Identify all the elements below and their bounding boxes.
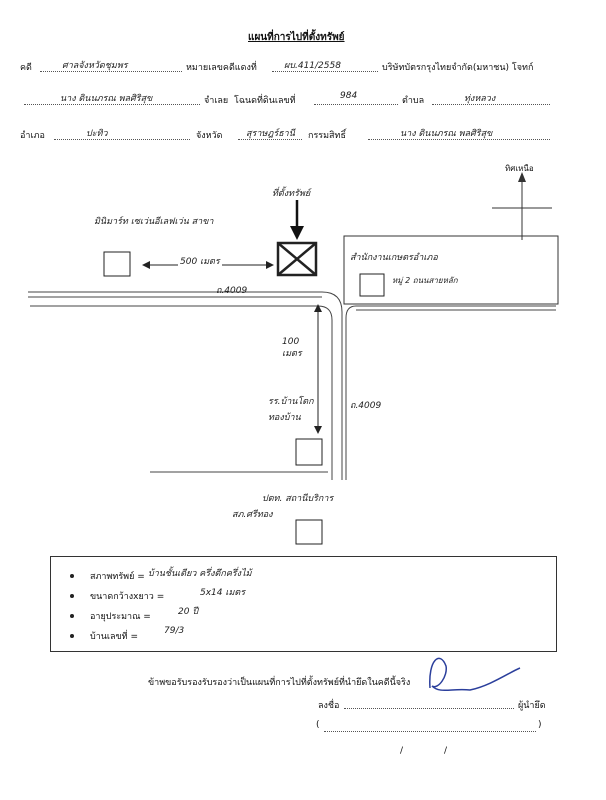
left-top-label: มินิมาร์ท เซเว่นอีเลฟเว่น สาขา	[94, 217, 214, 227]
bullet-icon	[70, 634, 74, 638]
seven-eleven-box	[104, 252, 130, 276]
road-top-label: ถ.4009	[216, 286, 248, 296]
signature-mark	[430, 658, 520, 690]
size-label: ขนาดกว้างxยาว =	[90, 592, 165, 602]
defendant-label: จำเลย	[204, 96, 229, 106]
right-top-label: สำนักงานเกษตรอำเภอ	[350, 253, 438, 263]
gas-station-box	[296, 520, 322, 544]
date-slash-2: /	[444, 746, 448, 756]
district-label: อำเภอ	[20, 131, 45, 141]
condition-value: บ้านชั้นเดียว ครึ่งตึกครึ่งไม้	[148, 569, 252, 579]
right-top-label2: หมู่ 2 ถนนสายหลัก	[392, 276, 458, 285]
subdistrict-label: ตำบล	[402, 96, 425, 106]
north-label: ทิศเหนือ	[505, 164, 534, 173]
plaintiff-text: บริษัทบัตรกรุงไทยจำกัด(มหาชน) โจทก์	[382, 63, 534, 73]
road-vertical-label: ถ.4009	[350, 401, 382, 411]
owner-value: นาง ดินนภรณ พลศิริสุข	[400, 129, 493, 139]
document-title: แผนที่การไปที่ตั้งทรัพย์	[248, 32, 345, 43]
school-label-2: ทองบ้าน	[268, 413, 301, 423]
size-value: 5x14 เมตร	[200, 588, 246, 598]
vertical-distance-label: 100 เมตร	[282, 337, 302, 359]
name-underline	[324, 731, 536, 732]
subdistrict-value: ทุ่งหลวง	[464, 94, 496, 104]
deed-value: 984	[340, 91, 358, 101]
house-no-value: 79/3	[164, 626, 185, 636]
property-label: ที่ตั้งทรัพย์	[272, 189, 311, 199]
gas-label-2: สภ.ศรีทอง	[232, 510, 273, 520]
black-no-label: หมายเลขคดีแดงที่	[186, 63, 257, 73]
sign-underline	[344, 708, 514, 709]
house-no-label: บ้านเลขที่ =	[90, 632, 138, 642]
province-value: สุราษฎร์ธานี	[246, 129, 295, 139]
bullet-icon	[70, 614, 74, 618]
black-no-value: ผบ.411/2558	[284, 61, 341, 71]
province-label: จังหวัด	[196, 131, 223, 141]
distance-label: 500 เมตร	[178, 254, 222, 268]
gas-label-1: ปตท. สถานีบริการ	[262, 494, 334, 504]
condition-label: สภาพทรัพย์ =	[90, 572, 145, 582]
date-slash-1: /	[400, 746, 404, 756]
name-close-paren: )	[538, 720, 542, 730]
certification-text: ข้าพขอรับรองรับรองว่าเป็นแผนที่การไปที่ตั้งทรัพย์ที่นำยึดในคดีนี้จริง	[148, 678, 411, 688]
defendant-value: นาง ดินนภรณ พลศิริสุข	[60, 94, 153, 104]
sign-label: ลงชื่อ	[318, 701, 340, 711]
case-value: ศาลจังหวัดชุมพร	[62, 61, 128, 71]
age-value: 20 ปี	[178, 607, 199, 617]
school-box	[296, 439, 322, 465]
office-box	[360, 274, 384, 296]
district-value: ปะทิว	[86, 129, 108, 139]
case-label: คดี	[20, 63, 32, 73]
bullet-icon	[70, 574, 74, 578]
school-label-1: รร.บ้านโตก	[268, 397, 314, 407]
bullet-icon	[70, 594, 74, 598]
arrow-down-icon	[290, 226, 304, 240]
north-arrow-icon	[492, 172, 552, 240]
sign-role: ผู้นำยึด	[518, 701, 546, 711]
name-open-paren: (	[316, 720, 320, 730]
deed-label: โฉนดที่ดินเลขที่	[234, 96, 296, 106]
road-horizontal	[28, 292, 556, 320]
owner-label: กรรมสิทธิ์	[308, 131, 346, 141]
age-label: อายุประมาณ =	[90, 612, 151, 622]
